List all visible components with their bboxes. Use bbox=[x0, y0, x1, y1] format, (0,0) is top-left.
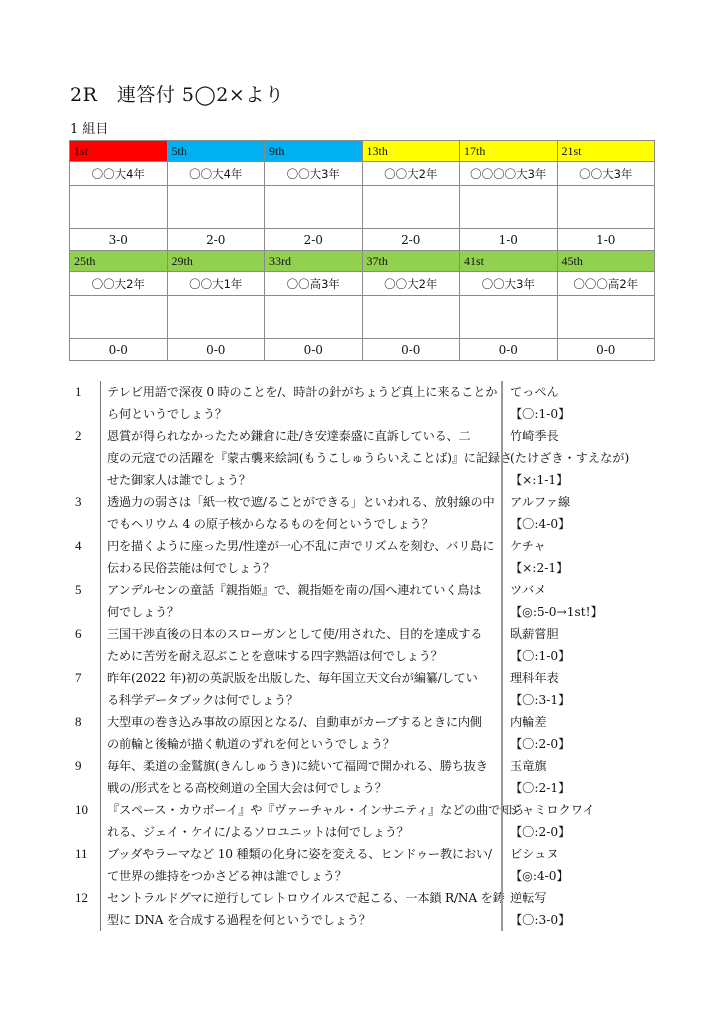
answer-text: アルファ線 bbox=[510, 495, 571, 509]
question-number: 3 bbox=[75, 494, 82, 509]
board-row-score bbox=[70, 339, 655, 361]
question-item bbox=[69, 711, 669, 755]
question-line: ために苦労を耐え忍ぶことを意味する四字熟語は何でしょう？ bbox=[107, 649, 443, 663]
player-score: 2-0 bbox=[167, 229, 265, 251]
player-score: 0-0 bbox=[557, 339, 655, 361]
board-row-name bbox=[70, 272, 655, 296]
question-item bbox=[69, 425, 669, 491]
player-score: 2-0 bbox=[265, 229, 363, 251]
player-rank: 13th bbox=[362, 141, 460, 162]
question-text bbox=[100, 887, 505, 931]
question-item bbox=[69, 843, 669, 887]
player-rank: 9th bbox=[265, 141, 363, 162]
answer-result: 【◎:4-0】 bbox=[510, 869, 569, 883]
question-text bbox=[100, 425, 512, 491]
question-item bbox=[69, 755, 669, 799]
question-line: 三国干渉直後の日本のスローガンとして使/用された、目的を達成する bbox=[107, 627, 483, 641]
answer-text: ツバメ bbox=[510, 583, 547, 597]
answer-text: 玉竜旗 bbox=[510, 759, 547, 773]
question-line: でもヘリウム 4 の原子核からなるものを何というでしょう？ bbox=[107, 517, 434, 531]
answer-block bbox=[501, 843, 569, 887]
question-text bbox=[100, 535, 501, 579]
player-score: 0-0 bbox=[265, 339, 363, 361]
question-line: テレビ用語で深夜 0 時のことを/、時計の針がちょうど真上に来ることか bbox=[107, 385, 498, 399]
player-score: 0-0 bbox=[362, 339, 460, 361]
player-rank: 29th bbox=[167, 251, 265, 272]
question-line: 円を描くように座った男/性達が一心不乱に声でリズムを刻む、バリ島に bbox=[107, 539, 495, 553]
question-text bbox=[100, 623, 501, 667]
player-name: 〇〇大4年 bbox=[167, 162, 265, 186]
question-item bbox=[69, 491, 669, 535]
answer-result: 【×:2-1】 bbox=[510, 561, 569, 575]
answer-result: 【〇:1-0】 bbox=[510, 407, 571, 421]
question-number: 10 bbox=[75, 802, 88, 817]
question-line: る科学データブックは何でしょう？ bbox=[107, 693, 298, 707]
question-number: 1 bbox=[75, 384, 82, 399]
player-name: 〇〇高3年 bbox=[265, 272, 363, 296]
question-line: 毎年、柔道の金鷲旗(きんしゅうき)に続いて福岡で開かれる、勝ち抜き bbox=[107, 759, 488, 773]
question-number: 9 bbox=[75, 758, 82, 773]
answer-result: 【〇:3-0】 bbox=[510, 913, 571, 927]
player-blank bbox=[265, 186, 363, 229]
answer-text: 竹崎季長 bbox=[510, 429, 559, 443]
answer-text: 逆転写 bbox=[510, 891, 547, 905]
question-number: 4 bbox=[75, 538, 82, 553]
question-line: 昨年(2022 年)初の英訳版を出版した、毎年国立天文台が編纂/してい bbox=[107, 671, 478, 685]
player-score: 1-0 bbox=[557, 229, 655, 251]
question-text bbox=[100, 755, 501, 799]
answer-text: てっぺん bbox=[510, 385, 559, 399]
answer-text: 理科年表 bbox=[510, 671, 559, 685]
question-line: ブッダやラーマなど 10 種類の化身に姿を変える、ヒンドゥー教におい/ bbox=[107, 847, 492, 861]
player-rank: 21st bbox=[557, 141, 655, 162]
answer-text: (たけざき・すえなが) bbox=[510, 451, 630, 465]
answer-text: 内輪差 bbox=[510, 715, 547, 729]
question-number: 12 bbox=[75, 890, 88, 905]
player-blank bbox=[167, 296, 265, 339]
question-text bbox=[100, 843, 501, 887]
player-rank: 1st bbox=[70, 141, 168, 162]
question-item bbox=[69, 535, 669, 579]
question-line: セントラルドグマに逆行してレトロウイルスで起こる、一本鎖 R/NA を鋳 bbox=[107, 891, 505, 905]
question-item bbox=[69, 887, 669, 931]
page-title: 2R 連答付 5◯2×より bbox=[70, 84, 285, 106]
player-name: 〇〇大2年 bbox=[362, 162, 460, 186]
player-blank bbox=[265, 296, 363, 339]
question-text bbox=[100, 381, 501, 425]
player-score: 3-0 bbox=[70, 229, 168, 251]
answer-result: 【〇:2-1】 bbox=[510, 781, 571, 795]
player-name: 〇〇〇高2年 bbox=[557, 272, 655, 296]
board-row-rank bbox=[70, 141, 655, 162]
question-number: 2 bbox=[75, 428, 82, 443]
answer-result: 【〇:4-0】 bbox=[510, 517, 571, 531]
question-text bbox=[100, 711, 501, 755]
question-text bbox=[100, 579, 501, 623]
player-blank bbox=[460, 296, 558, 339]
player-rank: 5th bbox=[167, 141, 265, 162]
answer-result: 【〇:2-0】 bbox=[510, 737, 571, 751]
player-name: 〇〇大1年 bbox=[167, 272, 265, 296]
player-rank: 25th bbox=[70, 251, 168, 272]
answer-text: ビシュヌ bbox=[510, 847, 559, 861]
question-line: 伝わる民俗芸能は何でしょう？ bbox=[107, 561, 275, 575]
question-text bbox=[100, 491, 501, 535]
player-name: 〇〇大3年 bbox=[265, 162, 363, 186]
group-label: 1 組目 bbox=[70, 122, 109, 137]
player-name: 〇〇〇〇大3年 bbox=[460, 162, 558, 186]
score-board bbox=[69, 140, 655, 361]
question-line: 戦の/形式をとる高校剣道の全国大会は何でしょう？ bbox=[107, 781, 387, 795]
answer-block bbox=[501, 491, 570, 535]
question-line: れる、ジェイ・ケイに/よるソロユニットは何でしょう？ bbox=[107, 825, 409, 839]
player-name: 〇〇大3年 bbox=[460, 272, 558, 296]
answer-block bbox=[501, 425, 629, 491]
question-line: の前輪と後輪が描く軌道のずれを何というでしょう？ bbox=[107, 737, 395, 751]
question-line: せた御家人は誰でしょう？ bbox=[107, 473, 251, 487]
question-number: 11 bbox=[75, 846, 88, 861]
player-rank: 37th bbox=[362, 251, 460, 272]
player-blank bbox=[460, 186, 558, 229]
player-name: 〇〇大3年 bbox=[557, 162, 655, 186]
player-blank bbox=[557, 296, 655, 339]
question-item bbox=[69, 579, 669, 623]
answer-result: 【〇:3-1】 bbox=[510, 693, 571, 707]
question-item bbox=[69, 623, 669, 667]
player-blank bbox=[362, 186, 460, 229]
player-score: 1-0 bbox=[460, 229, 558, 251]
question-number: 6 bbox=[75, 626, 82, 641]
player-score: 0-0 bbox=[70, 339, 168, 361]
player-blank bbox=[70, 186, 168, 229]
answer-result: 【〇:2-0】 bbox=[510, 825, 571, 839]
question-line: アンデルセンの童話『親指姫』で、親指姫を南の/国へ連れていく鳥は bbox=[107, 583, 482, 597]
question-item bbox=[69, 667, 669, 711]
player-rank: 45th bbox=[557, 251, 655, 272]
question-line: 度の元寇での活躍を『蒙古襲来絵詞(もうこしゅうらいえことば)』に記録さ bbox=[107, 451, 512, 465]
answer-block bbox=[501, 579, 603, 623]
board-row-blank bbox=[70, 296, 655, 339]
question-item bbox=[69, 799, 669, 843]
question-line: 『スペース・カウボーイ』や『ヴァーチャル・インサニティ』などの曲で知ら bbox=[107, 803, 525, 817]
player-score: 0-0 bbox=[167, 339, 265, 361]
player-name: 〇〇大4年 bbox=[70, 162, 168, 186]
answer-block bbox=[501, 623, 570, 667]
answer-text: ケチャ bbox=[510, 539, 546, 553]
question-line: 恩賞が得られなかったため鎌倉に赴/き安達泰盛に直訴している、二 bbox=[107, 429, 471, 443]
board-row-name bbox=[70, 162, 655, 186]
player-rank: 17th bbox=[460, 141, 558, 162]
board-row-rank bbox=[70, 251, 655, 272]
player-blank bbox=[70, 296, 168, 339]
answer-result: 【〇:1-0】 bbox=[510, 649, 571, 663]
question-list bbox=[69, 381, 669, 931]
board-row-score bbox=[70, 229, 655, 251]
answer-block bbox=[501, 887, 570, 931]
question-number: 7 bbox=[75, 670, 82, 685]
question-number: 5 bbox=[75, 582, 82, 597]
answer-result: 【×:1-1】 bbox=[510, 473, 569, 487]
answer-block bbox=[501, 799, 595, 843]
player-blank bbox=[557, 186, 655, 229]
question-line: 大型車の巻き込み事故の原因となる/、自動車がカーブするときに内側 bbox=[107, 715, 482, 729]
player-rank: 33rd bbox=[265, 251, 363, 272]
player-rank: 41st bbox=[460, 251, 558, 272]
board-row-blank bbox=[70, 186, 655, 229]
answer-block bbox=[501, 711, 570, 755]
question-line: 透過力の弱さは「紙一枚で遮/ることができる」といわれる、放射線の中 bbox=[107, 495, 495, 509]
question-item bbox=[69, 381, 669, 425]
answer-block bbox=[501, 755, 570, 799]
answer-block bbox=[501, 381, 570, 425]
question-number: 8 bbox=[75, 714, 82, 729]
player-score: 0-0 bbox=[460, 339, 558, 361]
question-line: ら何というでしょう？ bbox=[107, 407, 227, 421]
player-name: 〇〇大2年 bbox=[362, 272, 460, 296]
answer-result: 【◎:5-0→1st!】 bbox=[510, 605, 603, 619]
answer-block bbox=[501, 535, 568, 579]
answer-text: 臥薪嘗胆 bbox=[510, 627, 559, 641]
question-line: 型に DNA を合成する過程を何というでしょう？ bbox=[107, 913, 371, 927]
question-text bbox=[100, 799, 525, 843]
player-blank bbox=[362, 296, 460, 339]
player-score: 2-0 bbox=[362, 229, 460, 251]
answer-text: ジャミロクワイ bbox=[510, 803, 595, 817]
question-line: 何でしょう？ bbox=[107, 605, 179, 619]
answer-block bbox=[501, 667, 570, 711]
question-line: て世界の維持をつかさどる神は誰でしょう？ bbox=[107, 869, 347, 883]
question-text bbox=[100, 667, 501, 711]
player-blank bbox=[167, 186, 265, 229]
player-name: 〇〇大2年 bbox=[70, 272, 168, 296]
